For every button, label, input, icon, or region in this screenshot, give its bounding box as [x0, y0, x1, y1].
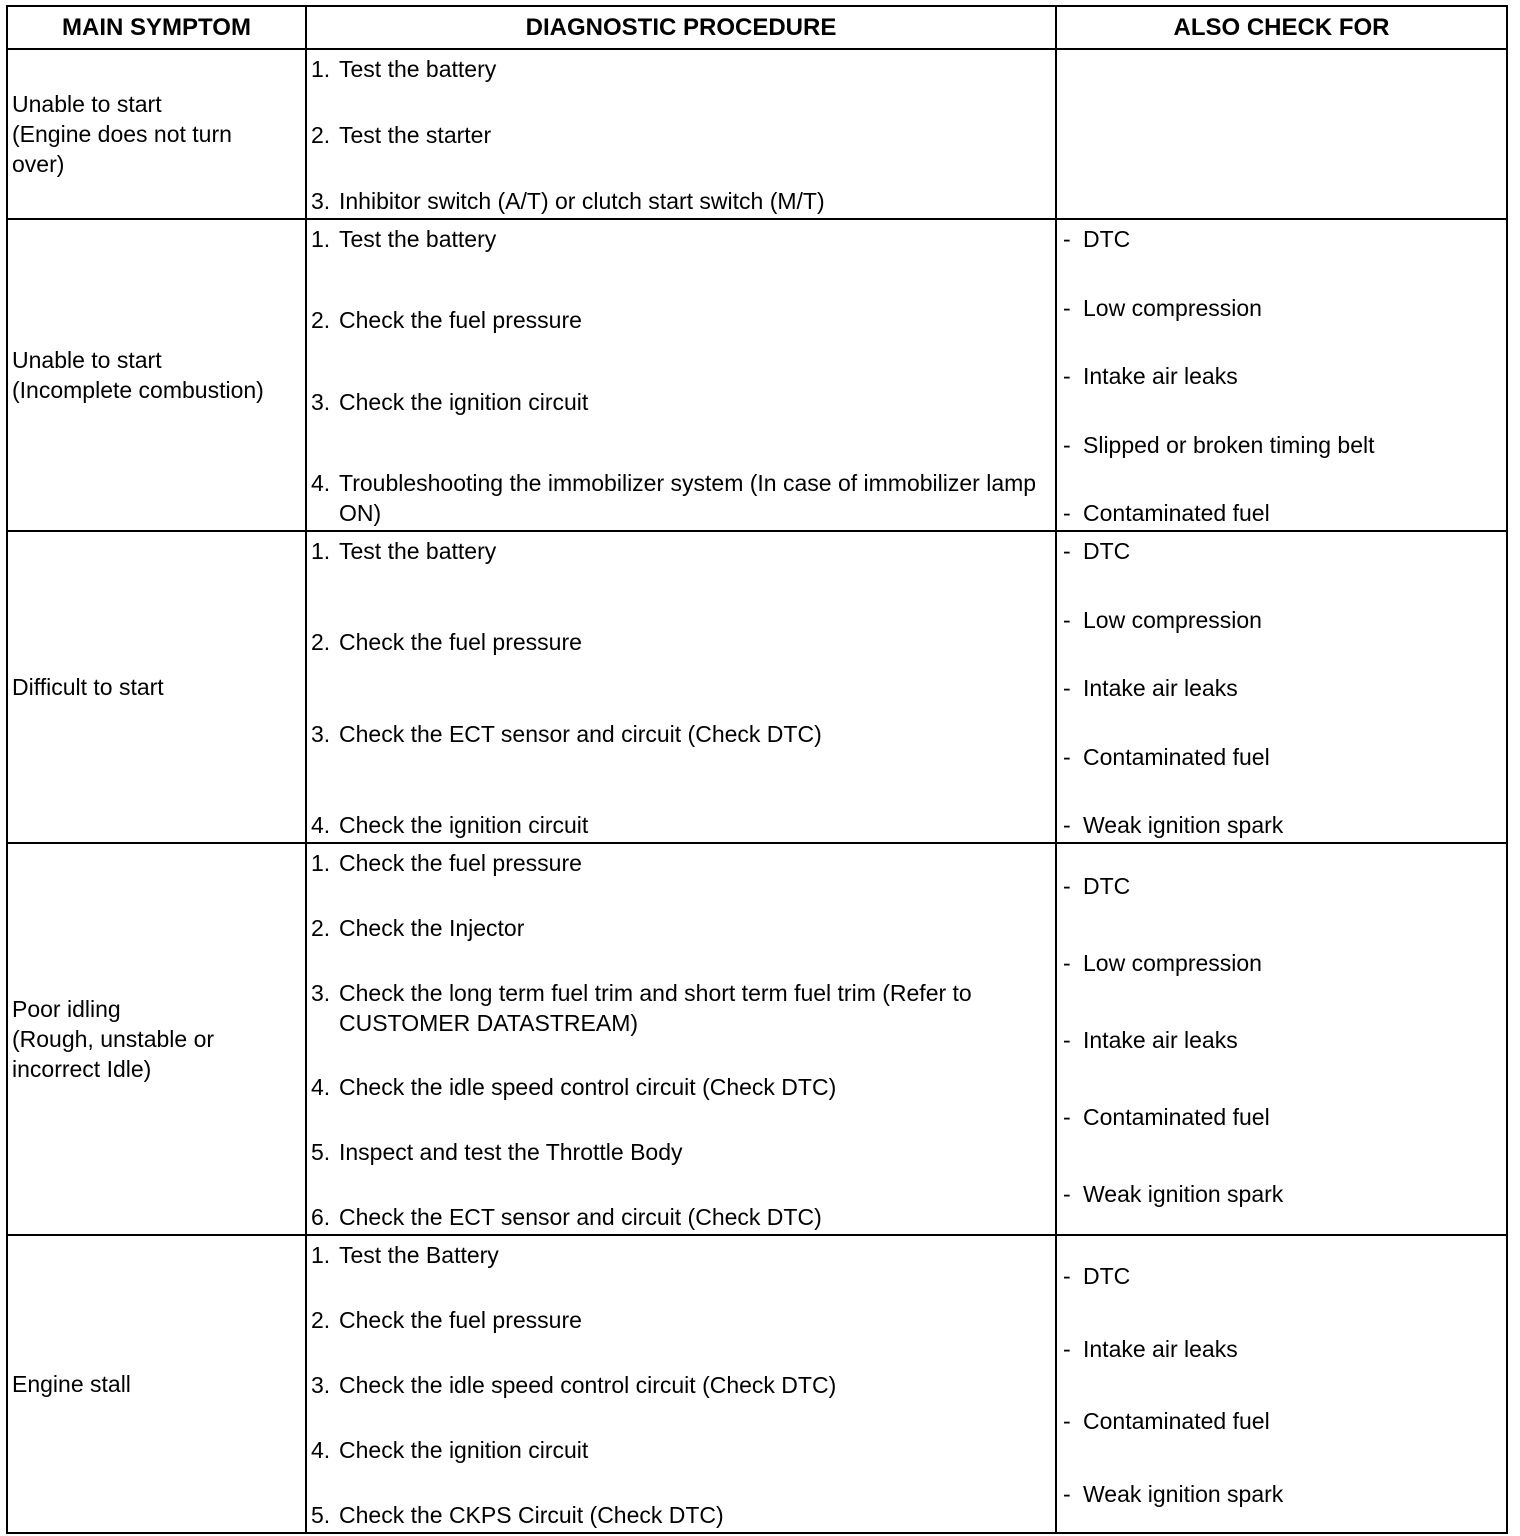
procedure-list — [307, 1236, 1055, 1532]
also-check-item — [1063, 1261, 1500, 1291]
symptom-line: Engine stall — [12, 1371, 131, 1397]
dash-bullet: - — [1063, 675, 1071, 701]
also-check-cell — [1056, 219, 1507, 531]
symptom-line: incorrect Idle) — [12, 1056, 152, 1082]
table-row — [7, 843, 1507, 1235]
also-check-item — [1063, 810, 1500, 840]
also-check-text: Weak ignition spark — [1083, 1480, 1284, 1507]
dash-bullet: - — [1063, 812, 1071, 838]
symptom-text — [8, 994, 305, 1084]
step-number: 2. — [311, 307, 331, 334]
procedure-cell — [306, 49, 1056, 219]
step-number: 5. — [311, 1139, 331, 1166]
procedure-step — [311, 1137, 1045, 1167]
procedure-step — [311, 627, 1045, 657]
step-number: 4. — [311, 1074, 331, 1101]
procedure-step — [311, 305, 1045, 335]
dash-bullet: - — [1063, 1480, 1071, 1507]
procedure-step — [311, 1500, 1045, 1530]
step-number: 1. — [311, 56, 331, 82]
step-text: Check the ignition circuit — [339, 388, 589, 415]
symptom-cell — [7, 1235, 306, 1533]
table-row — [7, 219, 1507, 531]
dash-bullet: - — [1063, 606, 1071, 633]
procedure-cell — [306, 1235, 1056, 1533]
also-check-item — [1063, 948, 1500, 978]
also-check-item — [1063, 1025, 1500, 1055]
step-number: 1. — [311, 1242, 331, 1268]
step-text: Check the idle speed control circuit (Check DTC) — [339, 1372, 837, 1398]
table-body — [7, 49, 1507, 1533]
symptom-cell — [7, 49, 306, 219]
dash-bullet: - — [1063, 1026, 1071, 1053]
also-check-item — [1063, 361, 1500, 391]
step-text: Check the fuel pressure — [339, 307, 582, 334]
table-row — [7, 49, 1507, 219]
procedure-list — [307, 220, 1055, 530]
symptom-cell — [7, 531, 306, 843]
also-check-item — [1063, 430, 1500, 460]
step-number: 2. — [311, 914, 331, 941]
procedure-step — [311, 848, 1045, 878]
also-check-list — [1057, 844, 1506, 1234]
symptom-line: Poor idling — [12, 996, 121, 1022]
procedure-step — [311, 1370, 1045, 1400]
table-row — [7, 531, 1507, 843]
symptom-text — [8, 89, 305, 179]
also-check-text: Intake air leaks — [1083, 675, 1238, 701]
also-check-text: Low compression — [1083, 606, 1262, 633]
step-text: Test the starter — [339, 122, 492, 148]
procedure-step — [311, 186, 1045, 216]
dash-bullet: - — [1063, 500, 1071, 526]
dash-bullet: - — [1063, 1180, 1071, 1207]
step-number: 4. — [311, 1437, 331, 1463]
step-text: Check the ECT sensor and circuit (Check DTC) — [339, 1203, 822, 1230]
step-number: 2. — [311, 122, 331, 148]
procedure-step — [311, 1305, 1045, 1335]
also-check-item — [1063, 1179, 1500, 1209]
dash-bullet: - — [1063, 743, 1071, 770]
also-check-item — [1063, 1102, 1500, 1132]
step-text: Test the battery — [339, 56, 497, 82]
also-check-item — [1063, 1334, 1500, 1364]
procedure-step — [311, 810, 1045, 840]
procedure-step — [311, 1072, 1045, 1102]
table-row — [7, 1235, 1507, 1533]
step-text: Check the Injector — [339, 914, 525, 941]
step-number: 6. — [311, 1203, 331, 1230]
procedure-step — [311, 120, 1045, 150]
also-check-item — [1063, 605, 1500, 635]
also-check-item — [1063, 224, 1500, 254]
step-number: 2. — [311, 1307, 331, 1333]
symptom-line: over) — [12, 151, 65, 177]
dash-bullet: - — [1063, 363, 1071, 389]
procedure-step — [311, 719, 1045, 749]
dash-bullet: - — [1063, 1408, 1071, 1435]
step-text: Check the ignition circuit — [339, 811, 589, 838]
also-check-text: Low compression — [1083, 950, 1262, 977]
procedure-step — [311, 536, 1045, 566]
step-text: Check the fuel pressure — [339, 850, 582, 876]
step-text: Test the battery — [339, 226, 497, 252]
also-check-text: Intake air leaks — [1083, 363, 1238, 389]
dash-bullet: - — [1063, 538, 1071, 564]
dash-bullet: - — [1063, 950, 1071, 977]
also-check-text: Intake air leaks — [1083, 1026, 1238, 1053]
procedure-cell — [306, 843, 1056, 1235]
dash-bullet: - — [1063, 226, 1071, 252]
step-text: Check the ignition circuit — [339, 1437, 589, 1463]
dash-bullet: - — [1063, 431, 1071, 458]
procedure-step — [311, 1435, 1045, 1465]
procedure-cell — [306, 531, 1056, 843]
also-check-text: Contaminated fuel — [1083, 1103, 1270, 1130]
procedure-step — [311, 387, 1045, 417]
also-check-text: DTC — [1083, 226, 1131, 252]
step-text: Check the ECT sensor and circuit (Check DTC) — [339, 720, 822, 747]
procedure-step — [311, 978, 1045, 1038]
also-check-text: Contaminated fuel — [1083, 1408, 1270, 1435]
also-check-item — [1063, 1479, 1500, 1509]
step-number: 4. — [311, 469, 331, 496]
header-diagnostic-procedure: DIAGNOSTIC PROCEDURE — [306, 6, 1056, 49]
step-text: Check the fuel pressure — [339, 629, 582, 656]
also-check-list — [1057, 1236, 1506, 1532]
dash-bullet: - — [1063, 294, 1071, 321]
step-number: 4. — [311, 811, 331, 838]
step-text: Inspect and test the Throttle Body — [339, 1139, 683, 1166]
step-number: 1. — [311, 538, 331, 564]
step-number: 1. — [311, 226, 331, 252]
also-check-list — [1057, 532, 1506, 842]
symptom-line: Difficult to start — [12, 674, 164, 700]
procedure-list — [307, 844, 1055, 1234]
dash-bullet: - — [1063, 873, 1071, 900]
also-check-item — [1063, 871, 1500, 901]
step-text: Troubleshooting the immobilizer system (In case of immobilizer lamp ON) — [339, 469, 1037, 526]
symptom-cell — [7, 219, 306, 531]
symptom-cell — [7, 843, 306, 1235]
dash-bullet: - — [1063, 1335, 1071, 1362]
symptom-text — [8, 1369, 305, 1399]
also-check-text: Contaminated fuel — [1083, 500, 1270, 526]
procedure-step — [311, 913, 1045, 943]
also-check-item — [1063, 293, 1500, 323]
symptom-text — [8, 345, 305, 405]
step-text: Check the CKPS Circuit (Check DTC) — [339, 1502, 724, 1528]
also-check-text: DTC — [1083, 873, 1131, 900]
diagnostic-table — [6, 5, 1508, 1534]
step-text: Test the Battery — [339, 1242, 499, 1268]
also-check-text: Slipped or broken timing belt — [1083, 431, 1375, 458]
also-check-item — [1063, 536, 1500, 566]
also-check-text: Intake air leaks — [1083, 1335, 1238, 1362]
procedure-step — [311, 224, 1045, 254]
also-check-text: DTC — [1083, 538, 1131, 564]
also-check-cell — [1056, 531, 1507, 843]
step-text: Check the idle speed control circuit (Check DTC) — [339, 1074, 837, 1101]
header-row — [7, 6, 1507, 49]
dash-bullet: - — [1063, 1263, 1071, 1290]
step-number: 3. — [311, 388, 331, 415]
step-number: 3. — [311, 979, 331, 1006]
step-number: 1. — [311, 850, 331, 876]
step-number: 3. — [311, 1372, 331, 1398]
also-check-text: DTC — [1083, 1263, 1131, 1290]
also-check-cell — [1056, 49, 1507, 219]
procedure-cell — [306, 219, 1056, 531]
also-check-text: Weak ignition spark — [1083, 1180, 1284, 1207]
header-also-check-for: ALSO CHECK FOR — [1056, 6, 1507, 49]
procedure-list — [307, 50, 1055, 218]
step-number: 3. — [311, 720, 331, 747]
also-check-text: Weak ignition spark — [1083, 812, 1284, 838]
dash-bullet: - — [1063, 1103, 1071, 1130]
procedure-list — [307, 532, 1055, 842]
also-check-cell — [1056, 1235, 1507, 1533]
procedure-step — [311, 1240, 1045, 1270]
step-text: Test the battery — [339, 538, 497, 564]
also-check-item — [1063, 498, 1500, 528]
also-check-text: Low compression — [1083, 294, 1262, 321]
symptom-line: (Engine does not turn — [12, 121, 232, 147]
also-check-list — [1057, 50, 1506, 218]
symptom-text — [8, 672, 305, 702]
also-check-cell — [1056, 843, 1507, 1235]
step-number: 2. — [311, 629, 331, 656]
step-number: 3. — [311, 188, 331, 214]
symptom-line: (Rough, unstable or — [12, 1026, 215, 1052]
procedure-step — [311, 1202, 1045, 1232]
also-check-list — [1057, 220, 1506, 530]
also-check-text: Contaminated fuel — [1083, 743, 1270, 770]
symptom-line: (Incomplete combustion) — [12, 377, 264, 403]
step-text: Inhibitor switch (A/T) or clutch start switch (M/T) — [339, 188, 825, 214]
also-check-item — [1063, 742, 1500, 772]
step-text: Check the long term fuel trim and short term fuel trim (Refer to CUSTOMER DATASTREAM) — [339, 979, 972, 1036]
also-check-item — [1063, 1406, 1500, 1436]
step-text: Check the fuel pressure — [339, 1307, 582, 1333]
procedure-step — [311, 54, 1045, 84]
procedure-step — [311, 468, 1045, 528]
symptom-line: Unable to start — [12, 347, 162, 373]
header-main-symptom: MAIN SYMPTOM — [7, 6, 306, 49]
symptom-line: Unable to start — [12, 91, 162, 117]
step-number: 5. — [311, 1502, 331, 1528]
also-check-item — [1063, 673, 1500, 703]
